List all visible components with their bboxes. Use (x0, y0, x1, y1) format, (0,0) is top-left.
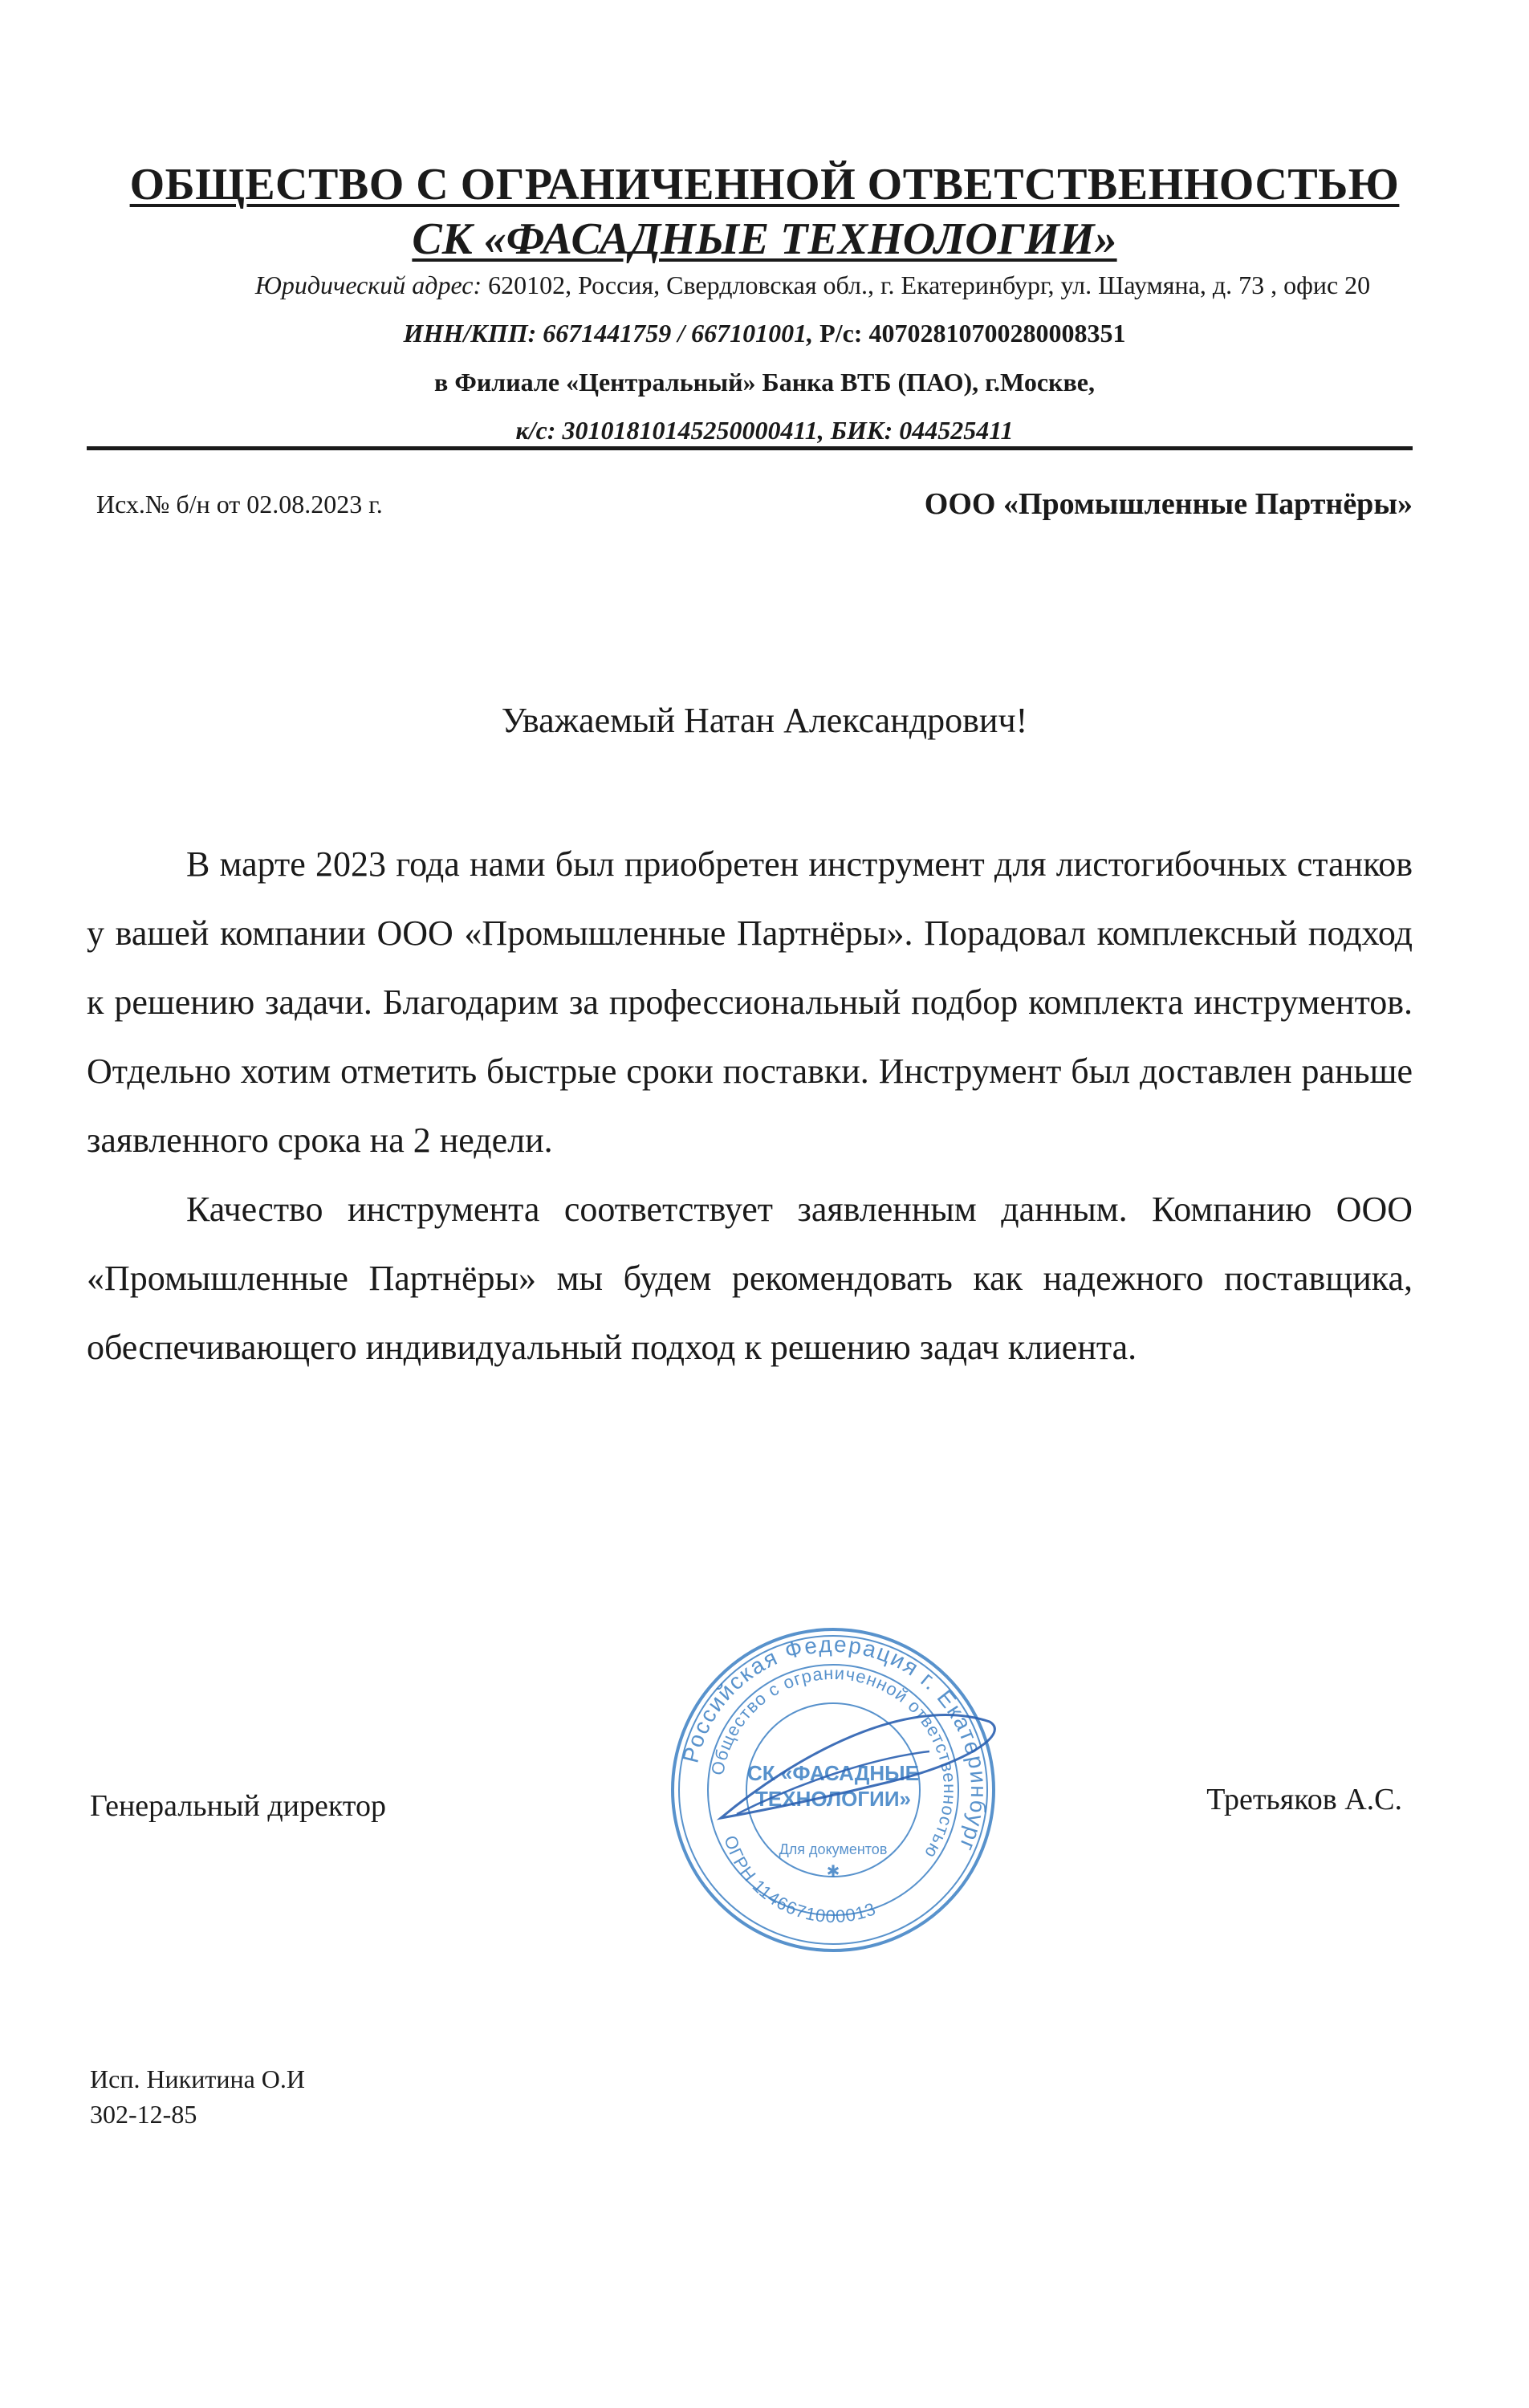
stamp-outer-text: Российская Федерация г. Екатеринбург (677, 1631, 992, 1856)
settlement-account: Р/с: 40702810700280008351 (819, 319, 1126, 348)
greeting: Уважаемый Натан Александрович! (501, 701, 1028, 740)
inn-kpp: ИНН/КПП: 6671441759 / 667101001, (403, 319, 814, 348)
executor-info (90, 2061, 305, 2132)
stamp-ogrn: ОГРН 1146671000013 (720, 1832, 879, 1927)
body-paragraph-2: Качество инструмента соответствует заявленным данным. Компанию ООО «Промышленные Партнёры» мы будем рекомендовать как надежного поставщика, обеспечивающего индивидуальный подход к решению задач клиента. (87, 1190, 1413, 1367)
stamp-center-line-1: СК «ФАСАДНЫЕ (747, 1761, 919, 1785)
stamp-center-line-2: ТЕХНОЛОГИИ» (755, 1787, 911, 1811)
svg-text:✱: ✱ (826, 1863, 840, 1881)
signer-title: Генеральный директор (90, 1789, 386, 1823)
outgoing-reference: Исх.№ б/н от 02.08.2023 г. (96, 490, 383, 519)
inn-kpp-line (0, 319, 1529, 348)
address-value: 620102, Россия, Свердловская обл., г. Екатеринбург, ул. Шаумяна, д. 73 , офис 20 (488, 270, 1371, 299)
bank-line: в Филиале «Центральный» Банка ВТБ (ПАО), г.Москве, (434, 368, 1095, 397)
address-label: Юридический адрес: (254, 270, 482, 299)
org-form-title: ОБЩЕСТВО С ОГРАНИЧЕННОЙ ОТВЕТСТВЕННОСТЬЮ (129, 160, 1400, 209)
letterhead-divider (87, 446, 1413, 450)
executor-name: Исп. Никитина О.И (90, 2064, 305, 2093)
letter-body (87, 830, 1413, 1382)
company-seal-icon (665, 1621, 1002, 1959)
executor-phone: 302-12-85 (90, 2100, 197, 2129)
corr-account-bik: к/с: 30101810145250000411, БИК: 044525411 (515, 416, 1014, 445)
org-name-title: СК «ФАСАДНЫЕ ТЕХНОЛОГИИ» (412, 214, 1117, 264)
legal-address (96, 270, 1529, 300)
recipient: ООО «Промышленные Партнёры» (924, 487, 1413, 521)
body-paragraph-1: В марте 2023 года нами был приобретен инструмент для листогибочных станков у вашей компании ООО «Промышленные Партнёры». Порадовал комплексный подход к решению задачи. Благодарим за профессиональный подбор комплекта инструментов. Отдельно хотим отметить быстрые сроки поставки. Инструмент был доставлен раньше заявленного срока на 2 недели. (87, 844, 1413, 1160)
signer-name: Третьяков А.С. (1206, 1783, 1402, 1816)
stamp-middle-text: Общество с ограниченной ответственностью (707, 1662, 961, 1863)
stamp-inner-text: Для документов (779, 1841, 888, 1857)
